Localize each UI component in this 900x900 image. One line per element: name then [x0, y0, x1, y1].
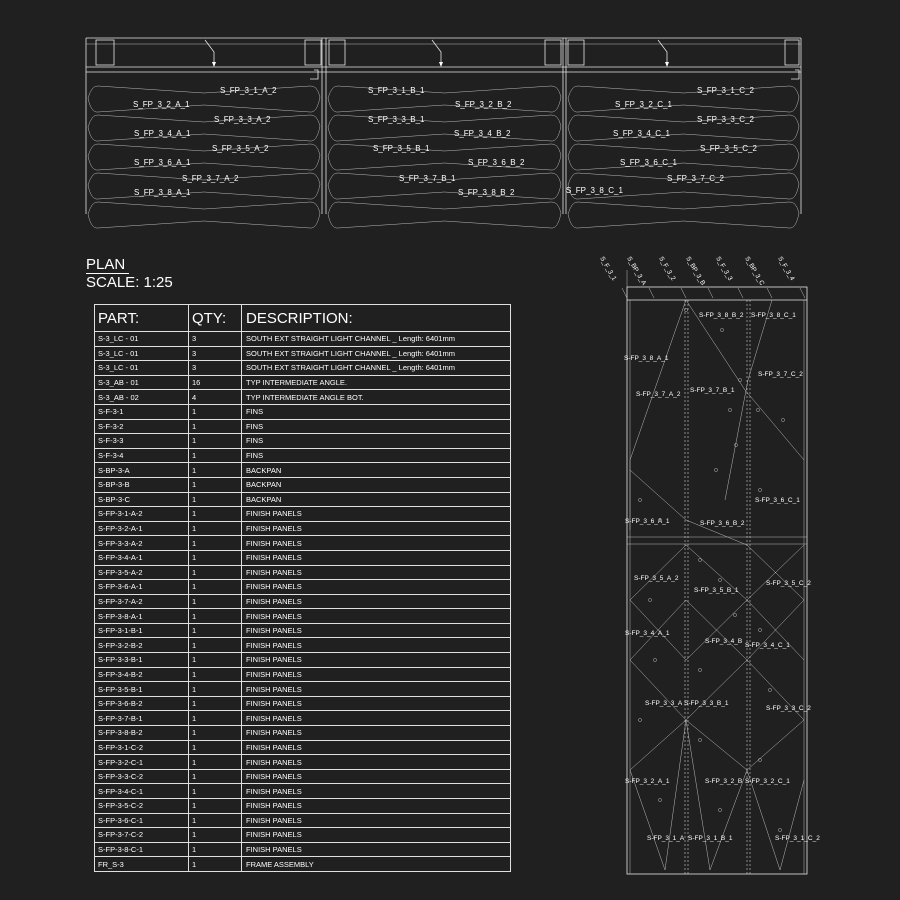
- description-cell: FINISH PANELS: [246, 640, 302, 650]
- part-cell: FR_S-3: [95, 857, 189, 871]
- elevation-panel-label: S-FP_3_7_B_1: [690, 387, 735, 394]
- leader-line: [767, 288, 772, 298]
- elevation-panel-label: S-FP_3_6_B_2: [700, 520, 745, 527]
- panel-label: S_FP_3_6_B_2: [468, 158, 525, 167]
- description-cell: FINISH PANELS: [246, 684, 302, 694]
- elevation-panel-label: S-FP_3_3_A: [645, 700, 683, 707]
- qty-cell: 1: [189, 609, 242, 623]
- description-cell: FINISH PANELS: [246, 626, 302, 636]
- description-cell: FINS: [246, 407, 264, 417]
- part-cell: S-F-3-3: [95, 434, 189, 448]
- leader-line: [708, 288, 713, 298]
- qty-cell: 1: [189, 434, 242, 448]
- part-cell: S-FP-3-4-C-1: [95, 784, 189, 798]
- panel-label: S_FP_3_7_A_2: [182, 174, 239, 183]
- part-cell: S-FP-3-2-C-1: [95, 755, 189, 769]
- elevation-panel-label: S-FP_3_4_A_1: [625, 630, 670, 637]
- qty-cell: 1: [189, 814, 242, 828]
- qty-cell: 1: [189, 463, 242, 477]
- qty-cell: 1: [189, 843, 242, 857]
- plan-scale: SCALE: 1:25: [86, 274, 173, 291]
- part-cell: S-3_LC - 01: [95, 361, 189, 375]
- qty-cell: 3: [189, 347, 242, 361]
- fastener-marker: [638, 498, 641, 501]
- elevation-panel-label: S-FP_3_8_C_1: [751, 312, 796, 319]
- fastener-marker: [758, 488, 761, 491]
- description-cell: FINISH PANELS: [246, 553, 302, 563]
- qty-cell: 1: [189, 828, 242, 842]
- part-cell: S-FP-3-5-C-2: [95, 799, 189, 813]
- description-cell: FINISH PANELS: [246, 728, 302, 738]
- part-cell: S-F-3-2: [95, 420, 189, 434]
- part-cell: S-FP-3-3-A-2: [95, 536, 189, 550]
- description-cell: FINISH PANELS: [246, 742, 302, 752]
- member-label: S_BP_3_A: [625, 255, 648, 287]
- elevation-panel-label: S-FP_3_5_A_2: [634, 575, 679, 582]
- part-cell: S-FP-3-2-A-1: [95, 522, 189, 536]
- qty-cell: 3: [189, 361, 242, 375]
- part-cell: S-3_AB - 01: [95, 376, 189, 390]
- fastener-marker: [778, 828, 781, 831]
- member-label: S_BP_3_C: [743, 255, 766, 287]
- description-cell: FINISH PANELS: [246, 699, 302, 709]
- elevation-panel-label: S-FP_3_4_B: [705, 638, 743, 645]
- fastener-marker: [728, 408, 731, 411]
- qty-cell: 1: [189, 405, 242, 419]
- part-cell: S-FP-3-5-B-1: [95, 682, 189, 696]
- qty-cell: 1: [189, 449, 242, 463]
- panel-label: S_FP_3_8_C_1: [566, 186, 623, 195]
- part-cell: S-3_AB - 02: [95, 390, 189, 404]
- panel-label: S_FP_3_3_B_1: [368, 115, 425, 124]
- fastener-marker: [758, 628, 761, 631]
- part-cell: S-FP-3-6-C-1: [95, 814, 189, 828]
- member-label: S_F_3_4: [776, 255, 796, 282]
- qty-cell: 1: [189, 726, 242, 740]
- description-cell: BACKPAN: [246, 480, 282, 490]
- elevation-panel-label: S-FP_3_1_A: [647, 835, 685, 842]
- fastener-marker: [756, 408, 759, 411]
- qty-cell: 1: [189, 638, 242, 652]
- qty-cell: 4: [189, 390, 242, 404]
- member-label: S_F_3_3: [714, 255, 734, 282]
- elevation-panel-label: S-FP_3_5_C_2: [766, 580, 811, 587]
- part-cell: S-3_LC - 01: [95, 332, 189, 346]
- description-cell: FINISH PANELS: [246, 669, 302, 679]
- part-cell: S-FP-3-1-A-2: [95, 507, 189, 521]
- part-cell: S-FP-3-8-B-2: [95, 726, 189, 740]
- part-cell: S-FP-3-1-B-1: [95, 624, 189, 638]
- description-cell: FINS: [246, 451, 264, 461]
- description-cell: FINISH PANELS: [246, 567, 302, 577]
- part-cell: S-FP-3-8-A-1: [95, 609, 189, 623]
- member-label: S_F_3_1: [598, 255, 618, 282]
- part-cell: S-FP-3-4-B-2: [95, 668, 189, 682]
- qty-cell: 1: [189, 566, 242, 580]
- panel-label: S_FP_3_4_B_2: [454, 129, 511, 138]
- description-cell: FINISH PANELS: [246, 845, 302, 855]
- elevation-panel-label: S-FP_3_2_C_1: [745, 778, 790, 785]
- elevation-panel-label: S-FP_3_2_B: [705, 778, 743, 785]
- qty-cell: 1: [189, 857, 242, 871]
- panel-label: S_FP_3_4_C_1: [613, 129, 670, 138]
- qty-cell: 1: [189, 522, 242, 536]
- part-cell: S-F-3-4: [95, 449, 189, 463]
- fastener-marker: [648, 598, 651, 601]
- elevation-panel-label: S-FP_3_5_B_1: [694, 587, 739, 594]
- panel-label: S_FP_3_2_C_1: [615, 100, 672, 109]
- part-cell: S-FP-3-3-B-1: [95, 653, 189, 667]
- elevation-panel-label: S-FP_3_1_B_1: [688, 835, 733, 842]
- part-cell: S-FP-3-5-A-2: [95, 566, 189, 580]
- description-cell: BACKPAN: [246, 494, 282, 504]
- qty-cell: 1: [189, 624, 242, 638]
- part-cell: S-BP-3-A: [95, 463, 189, 477]
- description-cell: TYP INTERMEDIATE ANGLE.: [246, 378, 347, 388]
- fastener-marker: [768, 688, 771, 691]
- qty-cell: 3: [189, 332, 242, 346]
- description-cell: FINISH PANELS: [246, 772, 302, 782]
- fastener-marker: [698, 738, 701, 741]
- description-cell: FINISH PANELS: [246, 538, 302, 548]
- part-cell: S-F-3-1: [95, 405, 189, 419]
- fastener-marker: [653, 658, 656, 661]
- description-cell: FINISH PANELS: [246, 509, 302, 519]
- fastener-marker: [698, 558, 701, 561]
- panel-label: S_FP_3_7_B_1: [399, 174, 456, 183]
- qty-cell: 1: [189, 770, 242, 784]
- description-cell: SOUTH EXT STRAIGHT LIGHT CHANNEL _ Length: 6401mm: [246, 363, 455, 373]
- fastener-marker: [781, 418, 784, 421]
- fastener-marker: [638, 718, 641, 721]
- leader-line: [649, 288, 654, 298]
- part-cell: S-FP-3-6-A-1: [95, 580, 189, 594]
- description-cell: BACKPAN: [246, 465, 282, 475]
- qty-cell: 1: [189, 595, 242, 609]
- description-cell: FINISH PANELS: [246, 655, 302, 665]
- description-cell: FINISH PANELS: [246, 524, 302, 534]
- elevation-panel-label: S-FP_3_3_B_1: [684, 700, 729, 707]
- qty-cell: 1: [189, 799, 242, 813]
- panel-label: S_FP_3_5_A_2: [212, 144, 269, 153]
- fastener-marker: [698, 668, 701, 671]
- leader-line: [800, 288, 805, 298]
- description-cell: FINISH PANELS: [246, 815, 302, 825]
- fastener-marker: [718, 578, 721, 581]
- fastener-marker: [718, 808, 721, 811]
- qty-cell: 1: [189, 493, 242, 507]
- fastener-marker: [720, 328, 723, 331]
- description-cell: SOUTH EXT STRAIGHT LIGHT CHANNEL _ Length: 6401mm: [246, 348, 455, 358]
- qty-cell: 1: [189, 653, 242, 667]
- panel-label: S_FP_3_2_A_1: [133, 100, 190, 109]
- fastener-marker: [733, 613, 736, 616]
- part-cell: S-FP-3-7-C-2: [95, 828, 189, 842]
- panel-label: S_FP_3_1_C_2: [697, 86, 754, 95]
- qty-cell: 1: [189, 478, 242, 492]
- part-cell: S-BP-3-C: [95, 493, 189, 507]
- description-cell: FINISH PANELS: [246, 596, 302, 606]
- description-cell: FINISH PANELS: [246, 786, 302, 796]
- qty-cell: 1: [189, 784, 242, 798]
- part-cell: S-FP-3-7-B-1: [95, 711, 189, 725]
- description-cell: FINISH PANELS: [246, 582, 302, 592]
- fastener-marker: [658, 798, 661, 801]
- panel-label: S_FP_3_5_B_1: [373, 144, 430, 153]
- panel-label: S_FP_3_4_A_1: [134, 129, 191, 138]
- member-label: S_BP_3_B: [684, 255, 707, 287]
- description-cell: FRAME ASSEMBLY: [246, 859, 314, 869]
- qty-cell: 1: [189, 668, 242, 682]
- part-cell: S-3_LC - 01: [95, 347, 189, 361]
- part-cell: S-BP-3-B: [95, 478, 189, 492]
- panel-label: S_FP_3_1_B_1: [368, 86, 425, 95]
- qty-cell: 1: [189, 755, 242, 769]
- member-label: S_F_3_2: [657, 255, 677, 282]
- description-header: DESCRIPTION:: [246, 309, 353, 327]
- description-cell: FINISH PANELS: [246, 713, 302, 723]
- fastener-marker: [714, 468, 717, 471]
- description-cell: FINISH PANELS: [246, 801, 302, 811]
- qty-cell: 1: [189, 711, 242, 725]
- description-cell: SOUTH EXT STRAIGHT LIGHT CHANNEL _ Length: 6401mm: [246, 334, 455, 344]
- description-cell: FINS: [246, 421, 264, 431]
- description-cell: FINISH PANELS: [246, 611, 302, 621]
- part-cell: S-FP-3-2-B-2: [95, 638, 189, 652]
- qty-cell: 1: [189, 420, 242, 434]
- elevation-panel-label: S-FP_3_8_B_2: [699, 312, 744, 319]
- qty-cell: 16: [189, 376, 242, 390]
- leader-line: [681, 288, 686, 298]
- elevation-panel-label: S-FP_3_6_C_1: [755, 497, 800, 504]
- qty-cell: 1: [189, 551, 242, 565]
- part-cell: S-FP-3-1-C-2: [95, 741, 189, 755]
- panel-label: S_FP_3_8_A_1: [134, 188, 191, 197]
- part-cell: S-FP-3-4-A-1: [95, 551, 189, 565]
- part-cell: S-FP-3-3-C-2: [95, 770, 189, 784]
- elevation-panel-label: S-FP_3_2_A_1: [625, 778, 670, 785]
- part-header: PART:: [95, 305, 189, 331]
- leader-line: [738, 288, 743, 298]
- panel-label: S_FP_3_5_C_2: [700, 144, 757, 153]
- leader-line: [622, 288, 627, 298]
- qty-cell: 1: [189, 507, 242, 521]
- fastener-marker: [738, 378, 741, 381]
- part-cell: S-FP-3-8-C-1: [95, 843, 189, 857]
- qty-cell: 1: [189, 697, 242, 711]
- part-cell: S-FP-3-6-B-2: [95, 697, 189, 711]
- description-cell: FINISH PANELS: [246, 830, 302, 840]
- panel-label: S_FP_3_8_B_2: [458, 188, 515, 197]
- elevation-panel-label: S-FP_3_7_C_2: [758, 371, 803, 378]
- panel-label: S_FP_3_6_C_1: [620, 158, 677, 167]
- qty-cell: 1: [189, 682, 242, 696]
- part-cell: S-FP-3-7-A-2: [95, 595, 189, 609]
- elevation-panel-label: S-FP_3_6_A_1: [625, 518, 670, 525]
- panel-label: S_FP_3_2_B_2: [455, 100, 512, 109]
- plan-title: PLAN: [86, 256, 129, 274]
- panel-label: S_FP_3_7_C_2: [667, 174, 724, 183]
- elevation-panel-label: S-FP_3_3_C_2: [766, 705, 811, 712]
- panel-label: S_FP_3_3_A_2: [214, 115, 271, 124]
- panel-label: S_FP_3_6_A_1: [134, 158, 191, 167]
- qty-cell: 1: [189, 580, 242, 594]
- description-cell: FINISH PANELS: [246, 757, 302, 767]
- elevation-panel-label: S-FP_3_8_A_1: [624, 355, 669, 362]
- panel-label: S_FP_3_1_A_2: [220, 86, 277, 95]
- elevation-panel-label: S-FP_3_7_A_2: [636, 391, 681, 398]
- elevation-panel-label: S-FP_3_1_C_2: [775, 835, 820, 842]
- qty-header: QTY:: [189, 305, 242, 331]
- qty-cell: 1: [189, 536, 242, 550]
- description-cell: TYP INTERMEDIATE ANGLE BOT.: [246, 392, 364, 402]
- panel-label: S_FP_3_3_C_2: [697, 115, 754, 124]
- qty-cell: 1: [189, 741, 242, 755]
- description-cell: FINS: [246, 436, 264, 446]
- elevation-panel-label: S-FP_3_4_C_1: [745, 642, 790, 649]
